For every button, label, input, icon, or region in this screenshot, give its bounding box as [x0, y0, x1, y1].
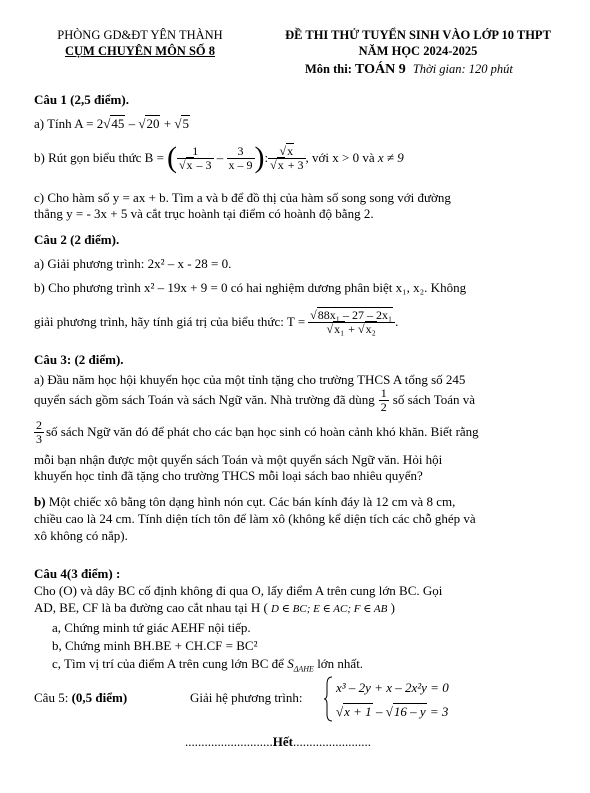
q2-b-line2-text: giải phương trình, hãy tính giá trị của biểu thức: T = [34, 314, 306, 329]
header-right-line1: ĐỀ THI THỬ TUYỂN SINH VÀO LỚP 10 THPT [285, 28, 551, 42]
q3-a-line1: a) Đầu năm học hội khuyến học của một tỉnh tặng cho trường THCS A tổng số 245 [34, 372, 466, 387]
q3-a-line2-part1: quyển sách gồm sách Toán và sách Ngữ văn. Nhà trường đã dùng [34, 392, 375, 407]
q1-b: b) Rút gọn biểu thức B = ( $\frac{1}{√x - 3}$ – $\frac{3}{x - 9}$ ) : $\frac{√x}{√x + 3}$ , với x > 0 và x ≠ 9 [34, 141, 404, 174]
q1-b-cond: , với x > 0 và [305, 150, 375, 165]
q3-a-line3 [34, 418, 479, 446]
q3-a-line5: khuyến học tỉnh đã tặng cho trường THCS mỗi loại sách bao nhiêu quyển? [34, 468, 423, 483]
q1-b-frac2: $\frac{3}{x - 9}$ [228, 143, 253, 172]
q4-a: a, Chứng minh tứ giác AEHF nội tiếp. [52, 620, 251, 635]
system-equation-2: √x + 1 – √16 – y = 3 [336, 704, 449, 719]
q3-b-line2: chiều cao là 24 cm. Tính diện tích tôn để làm xô (không kể diện tích các chỗ ghép và [34, 511, 476, 526]
header-left-line1: PHÒNG GD&ĐT YÊN THÀNH [57, 28, 223, 42]
end-dots-right: ........................ [292, 734, 371, 749]
fraction-one-half: $\frac{1}{2}$ [380, 385, 387, 414]
q4-b: b, Chứng minh BH.BE + CH.CF = BC² [52, 638, 258, 653]
q3-b-line3: xô không có nắp). [34, 528, 128, 543]
subject-name: TOÁN 9 [355, 62, 406, 77]
triangle-area-symbol: $S_{\Delta AHE}$ [287, 656, 314, 674]
q4-line2-end: ) [390, 600, 395, 615]
q3-a-line2-part2: số sách Toán và [392, 392, 476, 407]
system-brace [323, 676, 333, 722]
q1-a [34, 116, 190, 132]
q4-title: Câu 4(3 điểm) : [34, 566, 121, 581]
q1-c-line2: thẳng y = - 3x + 5 và cắt trục hoành tại điểm có hoành độ bằng 2. [34, 206, 374, 221]
end-dots-left: ........................... [185, 734, 273, 749]
q1-b-frac3: $\frac{√x}{√x + 3}$ [270, 143, 304, 172]
q2-title: Câu 2 (2 điểm). [34, 232, 120, 247]
q4-line2-condition: D ∈ BC; E ∈ AC; F ∈ AB [271, 603, 388, 615]
q1-a-prefix: a) Tính A = [34, 116, 94, 131]
q2-b-line1: b) Cho phương trình x² – 19x + 9 = 0 có hai nghiệm dương phân biệt x₁, x₂. Không [34, 280, 467, 295]
q5-label-pre: Câu 5: [34, 690, 69, 705]
q3-title: Câu 3: (2 điểm). [34, 352, 124, 367]
q4-c-text-after: lớn nhất. [317, 656, 364, 671]
q3-a-line4: mỗi bạn nhận được một quyển sách Toán và một quyển sách Ngữ văn. Hỏi hội [34, 452, 443, 467]
q3-a-line3-text: số sách Ngữ văn đó để phát cho các bạn học sinh có hoàn cảnh khó khăn. Biết rằng [46, 424, 479, 439]
header-left-line2: CỤM CHUYÊN MÔN SỐ 8 [65, 44, 215, 58]
q1-a-expression: 2√45 – √20 + √5 [96, 116, 189, 131]
subject-label: Môn thi: [305, 62, 352, 76]
header-right-line2: NĂM HỌC 2024-2025 [358, 44, 478, 58]
q2-a: a) Giải phương trình: 2x² – x - 28 = 0. [34, 256, 232, 271]
q5-prompt: Giải hệ phương trình: [190, 690, 303, 705]
header-subject [305, 62, 513, 78]
q1-b-frac1: $\frac{1}{√x - 3}$ [178, 143, 212, 172]
q1-b-prefix: b) Rút gọn biểu thức B = [34, 150, 164, 165]
q5-label-score: (0,5 điểm) [71, 690, 128, 705]
q2-b-line2: giải phương trình, hãy tính giá trị của biểu thức: T = $\frac{\text{√88x₁ – 27 – 2x₁}}{\text{√x₁ + √x₂}}$ . [34, 307, 399, 336]
q4-line1: Cho (O) và dây BC cố định không đi qua O, lấy điểm A trên cung lớn BC. Gọi [34, 583, 443, 598]
q3-b-line1 [34, 494, 455, 510]
q3-b-line1-text: Một chiếc xô bằng tôn dạng hình nón cụt. Các bán kính đáy là 12 cm và 8 cm, [45, 494, 456, 509]
q1-title: Câu 1 (2,5 điểm). [34, 92, 129, 107]
q4-line2-text: AD, BE, CF là ba đường cao cắt nhau tại H ( [34, 600, 268, 615]
q2-b-fraction: $\frac{\text{√88x₁ – 27 – 2x₁}}{\text{√x₁ + √x₂}}$ [308, 309, 395, 336]
end-word: Hết [272, 734, 293, 749]
q3-b-label: b) [34, 494, 46, 509]
end-marker [185, 734, 371, 750]
q5-label [34, 690, 127, 706]
system-equation-1: x³ – 2y + x – 2x²y = 0 [336, 680, 449, 695]
fraction-two-thirds: $\frac{2}{3}$ [36, 417, 42, 446]
q1-c-line1: c) Cho hàm số y = ax + b. Tìm a và b để đồ thị của hàm số song song với đường [34, 190, 451, 205]
q4-c-text-before: c, Tìm vị trí của điểm A trên cung lớn BC để [52, 656, 284, 671]
q4-line2 [34, 600, 395, 617]
q4-c [52, 656, 363, 678]
q3-a-line2 [34, 386, 475, 414]
exam-time: Thời gian: 120 phút [412, 62, 513, 76]
